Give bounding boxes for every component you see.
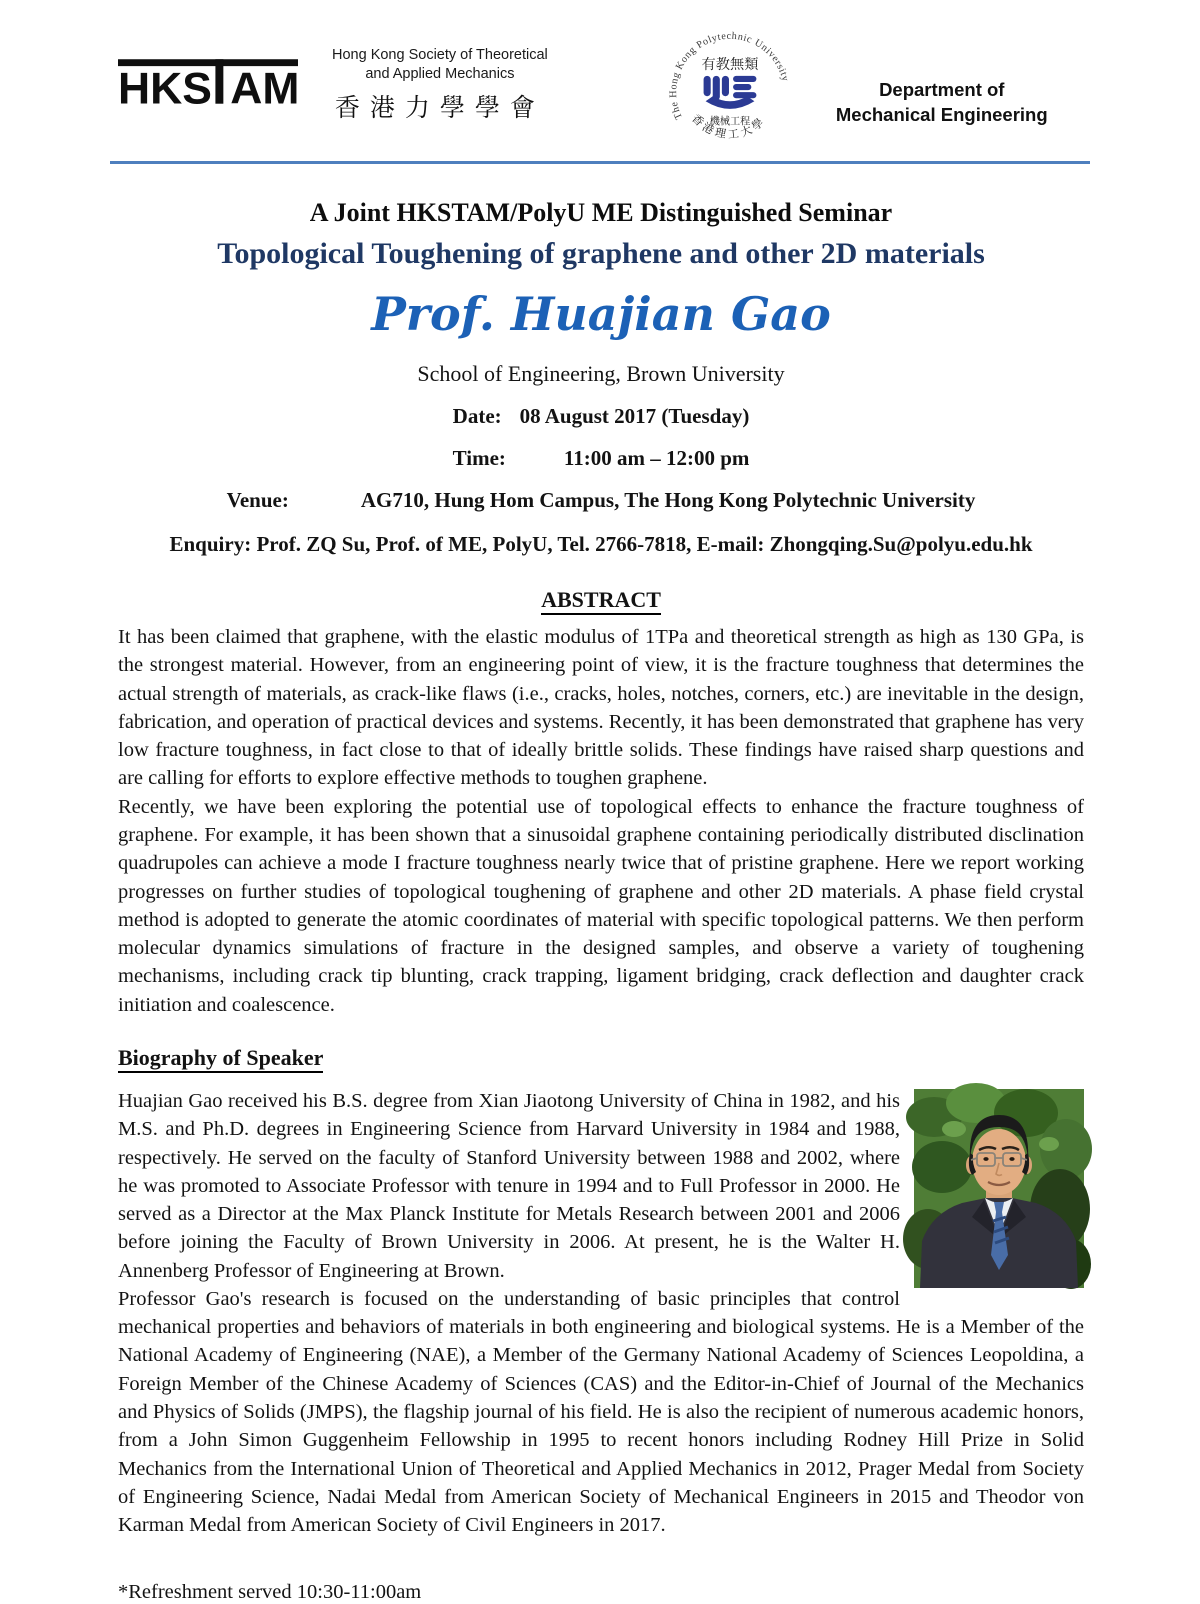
biography-heading-text: Biography of Speaker xyxy=(118,1045,323,1073)
department-name xyxy=(824,78,1060,128)
society-name-chinese: 香港力學學會 xyxy=(334,93,545,122)
speaker-name: Prof. Huajian Gao xyxy=(371,287,831,341)
time-label: Time: xyxy=(452,446,506,470)
enquiry-line: Enquiry: Prof. ZQ Su, Prof. of ME, PolyU, Tel. 2766-7818, E-mail: Zhongqing.Su@polyu.edu.hk xyxy=(169,532,1033,556)
date-line xyxy=(118,404,1084,429)
seminar-series-title: A Joint HKSTAM/PolyU ME Distinguished Seminar xyxy=(309,198,893,227)
abstract-heading-text: ABSTRACT xyxy=(541,587,661,615)
biography-heading xyxy=(118,1045,1084,1071)
speaker-affiliation: School of Engineering, Brown University xyxy=(417,361,785,386)
biography-section xyxy=(118,1045,1084,1540)
hkstam-t-stem xyxy=(215,59,223,103)
abstract-paragraph-2: Recently, we have been exploring the potential use of topological effects to enhance the fracture toughness of graphene. For example, it has been shown that a sinusoidal graphene containing periodically distributed disclination quadrupoles can achieve a mode I fracture toughness nearly twice that of pristine graphene. Here we report working progresses on further studies of topological toughening of graphene and other 2D materials. A phase field crystal method is adopted to generate the atomic coordinates of material with specific topological patterns. We then perform molecular dynamics simulations of fracture in the designed samples, and observe a variety of toughening mechanisms, including crack tip blunting, crack trapping, ligament bridging, crack deflection and daughter crack initiation and coalescence. xyxy=(118,795,1084,1016)
time-line xyxy=(118,446,1084,471)
refreshment-note: *Refreshment served 10:30-11:00am xyxy=(118,1581,422,1604)
speaker-photo xyxy=(914,1089,1084,1288)
abstract-section xyxy=(118,587,1084,1019)
hkstam-letters-left: HKS xyxy=(118,64,212,114)
department-line1: Department of xyxy=(879,79,1005,100)
polyu-motto-text: 有教無類 xyxy=(701,56,759,73)
polyu-dept-chinese: 機械工程 xyxy=(709,116,751,128)
time-value: 11:00 am – 12:00 pm xyxy=(563,446,750,470)
header xyxy=(118,30,1084,153)
abstract-paragraph-1: It has been claimed that graphene, with the elastic modulus of 1TPa and theoretical strength as high as 130 GPa, is the strongest material. However, from an engineering point of view, it is the fracture toughness that determines the actual strength of materials, as crack-like flaws (i.e., cracks, holes, notches, corners, etc.) are inevitable in the design, fabrication, and operation of practical devices and systems. Recently, it has been demonstrated that graphene has very low fracture toughness, in fact close to that of ideally brittle solids. These findings have raised sharp questions and are calling for efforts to explore effective methods to toughen graphene. xyxy=(118,626,1084,790)
polyu-univ-chinese: 香港理工大學 xyxy=(688,112,769,142)
polyu-me-logo-graphic xyxy=(666,20,794,148)
venue-value: AG710, Hung Hom Campus, The Hong Kong Polytechnic University xyxy=(360,488,976,512)
society-name-line1: Hong Kong Society of Theoretical xyxy=(332,47,548,63)
society-name-block xyxy=(332,46,548,124)
hkstam-logo-graphic xyxy=(118,58,300,114)
abstract-heading xyxy=(118,587,1084,613)
date-value: 08 August 2017 (Tuesday) xyxy=(519,404,750,428)
biography-paragraph-1: Huajian Gao received his B.S. degree from Xian Jiaotong University of China in 1982, and his M.S. and Ph.D. degrees in Engineering Science from Harvard University in 1984 and 1988, respectively. He served on the faculty of Stanford University between 1988 and 2002, where he was promoted to Associate Professor with tenure in 1994 and to Full Professor in 2000. He served as a Director at the Max Planck Institute for Metals Research between 2001 and 2006 before joining the Faculty of Brown University in 2006. At present, he is the Walter H. Annenberg Professor of Engineering at Brown. xyxy=(118,1089,900,1282)
venue-line xyxy=(118,488,1084,513)
header-divider xyxy=(110,161,1090,164)
biography-paragraph-2: Professor Gao's research is focused on the understanding of basic principles that control mechanical properties and behaviors of materials in both engineering and biological systems. He is a Member of the National Academy of Engineering (NAE), a Member of the Germany National Academy of Sciences Leopoldina, a Foreign Member of the Chinese Academy of Sciences (CAS) and the Editor-in-Chief of Journal of the Mechanics and Physics of Solids (JMPS), the flagship journal of his field. He is also the recipient of numerous academic honors, from a John Simon Guggenheim Fellowship in 1995 to recent honors including Rodney Hill Prize in Solid Mechanics from the International Union of Theoretical and Applied Mechanics in 2012, Prager Medal from Society of Engineering Science, Nadai Medal from American Society of Mechanical Engineers in 2015 and Theodor von Karman Medal from American Society of Civil Engineers in 2017. xyxy=(118,1287,1084,1537)
date-label: Date: xyxy=(452,404,502,428)
polyu-me-logo xyxy=(666,20,794,153)
venue-label: Venue: xyxy=(226,488,289,512)
hkstam-letters-right: AM xyxy=(230,64,300,114)
biography-body xyxy=(118,1087,1084,1540)
hkstam-logo xyxy=(118,58,300,114)
talk-title: Topological Toughening of graphene and other 2D materials xyxy=(217,237,985,270)
speaker-portrait-graphic xyxy=(914,1089,1084,1288)
polyu-ring-text: The Hong Kong Polytechnic University xyxy=(667,30,791,121)
society-name-line2: and Applied Mechanics xyxy=(365,65,515,82)
department-line2: Mechanical Engineering xyxy=(835,103,1048,125)
